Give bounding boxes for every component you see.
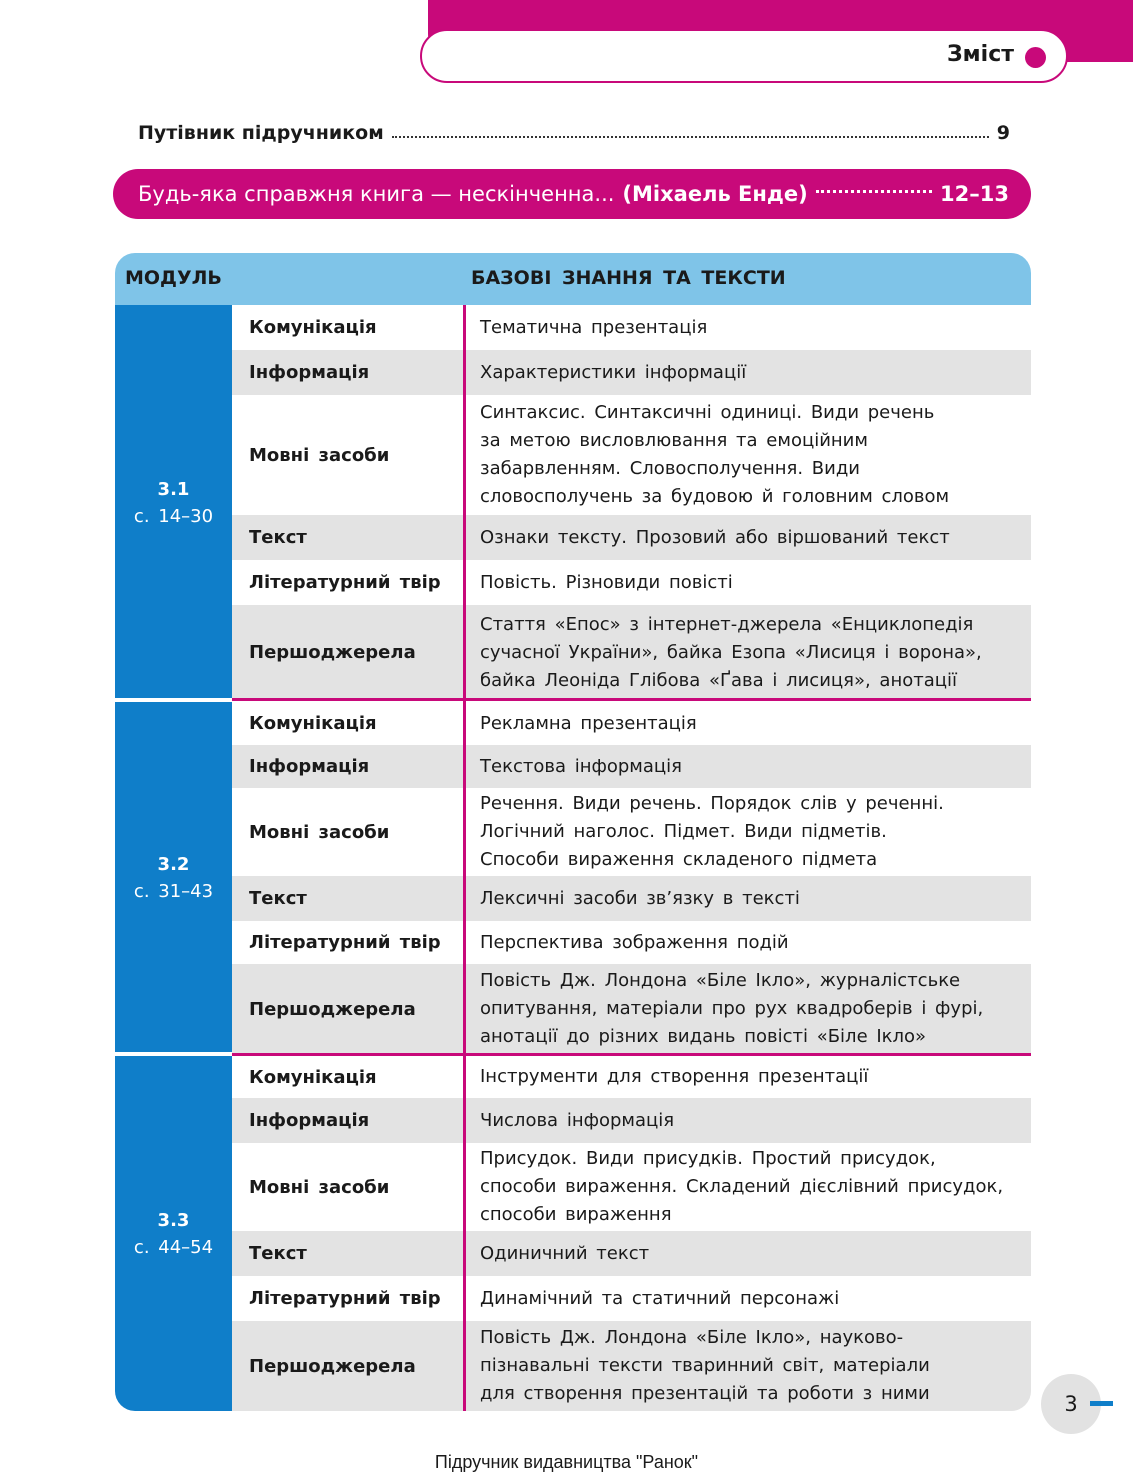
table-row: [232, 745, 1031, 788]
guide-label: Путівник підручником: [138, 122, 384, 144]
contents-table: [115, 253, 1031, 1411]
table-row: [232, 515, 1031, 560]
row-category: Першоджерела: [249, 642, 416, 663]
row-text: Повість. Різновиди повісті: [480, 571, 733, 593]
row-category: Мовні засоби: [249, 821, 390, 843]
row-text: Синтаксис. Синтаксичні одиниці. Види речень за метою висловлювання та емоційним забарвленням. Словосполучення. Види словосполучень за будовою й головним словом: [480, 402, 950, 507]
table-row: [232, 1098, 1031, 1143]
row-text: Тематична презентація: [480, 316, 708, 338]
column-module: МОДУЛЬ: [125, 267, 222, 289]
row-category: Текст: [249, 1243, 307, 1264]
row-text: Перспектива зображення подій: [480, 931, 789, 953]
column-divider: [463, 305, 466, 1411]
table-row: [232, 1321, 1031, 1411]
row-text: Лексичні засоби зв’язку в тексті: [480, 887, 800, 909]
module-3-1: [115, 305, 1031, 700]
table-row: [232, 350, 1031, 395]
table-row: [232, 876, 1031, 921]
leader-dots: [392, 136, 989, 138]
row-category: Текст: [249, 527, 307, 548]
row-text: Повість Дж. Лондона «Біле Ікло», журналістське опитування, матеріали про рух квадроберів і фурі, анотації до різних видань повісті «Біле Ікло»: [480, 970, 984, 1047]
row-text: Текстова інформація: [480, 755, 682, 777]
row-category: Текст: [249, 888, 307, 909]
row-text: Ознаки тексту. Прозовий або віршований текст: [480, 526, 950, 548]
section-title: Зміст: [947, 42, 1014, 67]
row-category: Інформація: [249, 1110, 370, 1131]
section-title-pill: [420, 29, 1068, 83]
column-basic: БАЗОВІ ЗНАННЯ ТА ТЕКСТИ: [471, 267, 786, 289]
module-pages: с. 14–30: [133, 505, 214, 527]
row-text: Інструменти для створення презентації: [480, 1066, 869, 1087]
page-number: 3: [1041, 1374, 1101, 1434]
row-text: Повість Дж. Лондона «Біле Ікло», науково- пізнавальні тексти тваринний світ, матеріали для створення презентацій та роботи з ними: [480, 1327, 930, 1404]
table-row: [232, 1276, 1031, 1321]
row-category: Комунікація: [249, 317, 377, 338]
table-row: [232, 788, 1031, 876]
table-row: [232, 702, 1031, 745]
table-row: [232, 1231, 1031, 1276]
quote-text: Будь-яка справжня книга — нескінченна...: [138, 182, 615, 206]
row-category: Першоджерела: [249, 1355, 416, 1377]
row-category: Комунікація: [249, 713, 377, 734]
row-category: Мовні засоби: [249, 444, 390, 466]
row-text: Стаття «Епос» з інтернет-джерела «Енциклопедія сучасної України», байка Езопа «Лисиця і ворона», байка Леоніда Глібова «Ґава і лисиця», анотації: [480, 613, 982, 691]
row-text: Характеристики інформації: [480, 361, 747, 383]
table-row: [232, 964, 1031, 1054]
module-number: 3.1: [157, 478, 190, 500]
row-text: Речення. Види речень. Порядок слів у реченні. Логічний наголос. Підмет. Види підметів. Способи вираження складеного підмета: [480, 793, 944, 870]
table-row: [232, 921, 1031, 964]
row-category: Інформація: [249, 756, 370, 777]
row-text: Рекламна презентація: [480, 712, 697, 734]
publisher-footer: Підручник видавництва "Ранок": [434, 1452, 699, 1472]
row-category: Першоджерела: [249, 998, 416, 1020]
table-row: [232, 1056, 1031, 1098]
module-cell[interactable]: [115, 1056, 232, 1411]
table-row: [232, 605, 1031, 700]
row-category: Літературний твір: [249, 932, 441, 953]
quote-banner[interactable]: [113, 169, 1031, 219]
guide-page: 9: [996, 122, 1010, 144]
module-cell[interactable]: [115, 305, 232, 700]
module-pages: с. 44–54: [133, 1236, 214, 1258]
module-divider: [232, 698, 1031, 701]
module-3-2: [115, 702, 1031, 1054]
table-header: [115, 253, 1031, 305]
module-number: 3.3: [157, 1209, 190, 1231]
row-text: Одиничний текст: [480, 1242, 650, 1264]
quote-pages: 12–13: [940, 182, 1009, 206]
row-category: Мовні засоби: [249, 1176, 390, 1198]
row-text: Динамічний та статичний персонажі: [480, 1287, 840, 1309]
page-marker: [1090, 1401, 1113, 1406]
table-row: [232, 1143, 1031, 1231]
module-cell[interactable]: [115, 702, 232, 1054]
module-3-3: [115, 1056, 1031, 1411]
table-row: [232, 560, 1031, 605]
module-number: 3.2: [157, 854, 190, 875]
guide-entry[interactable]: [138, 116, 1010, 144]
row-category: Інформація: [249, 362, 370, 383]
row-category: Літературний твір: [249, 572, 441, 593]
table-row: [232, 395, 1031, 515]
leader-dots: [816, 190, 932, 193]
row-category: Комунікація: [249, 1066, 377, 1088]
quote-author: (Міхаель Енде): [622, 182, 808, 206]
row-text: Присудок. Види присудків. Простий присудок, способи вираження. Складений дієслівний присудок, способи вираження: [480, 1148, 1004, 1225]
row-category: Літературний твір: [249, 1288, 441, 1309]
table-row: [232, 305, 1031, 350]
row-text: Числова інформація: [480, 1109, 675, 1131]
module-pages: с. 31–43: [133, 881, 214, 902]
title-dot-icon: [1025, 47, 1046, 68]
